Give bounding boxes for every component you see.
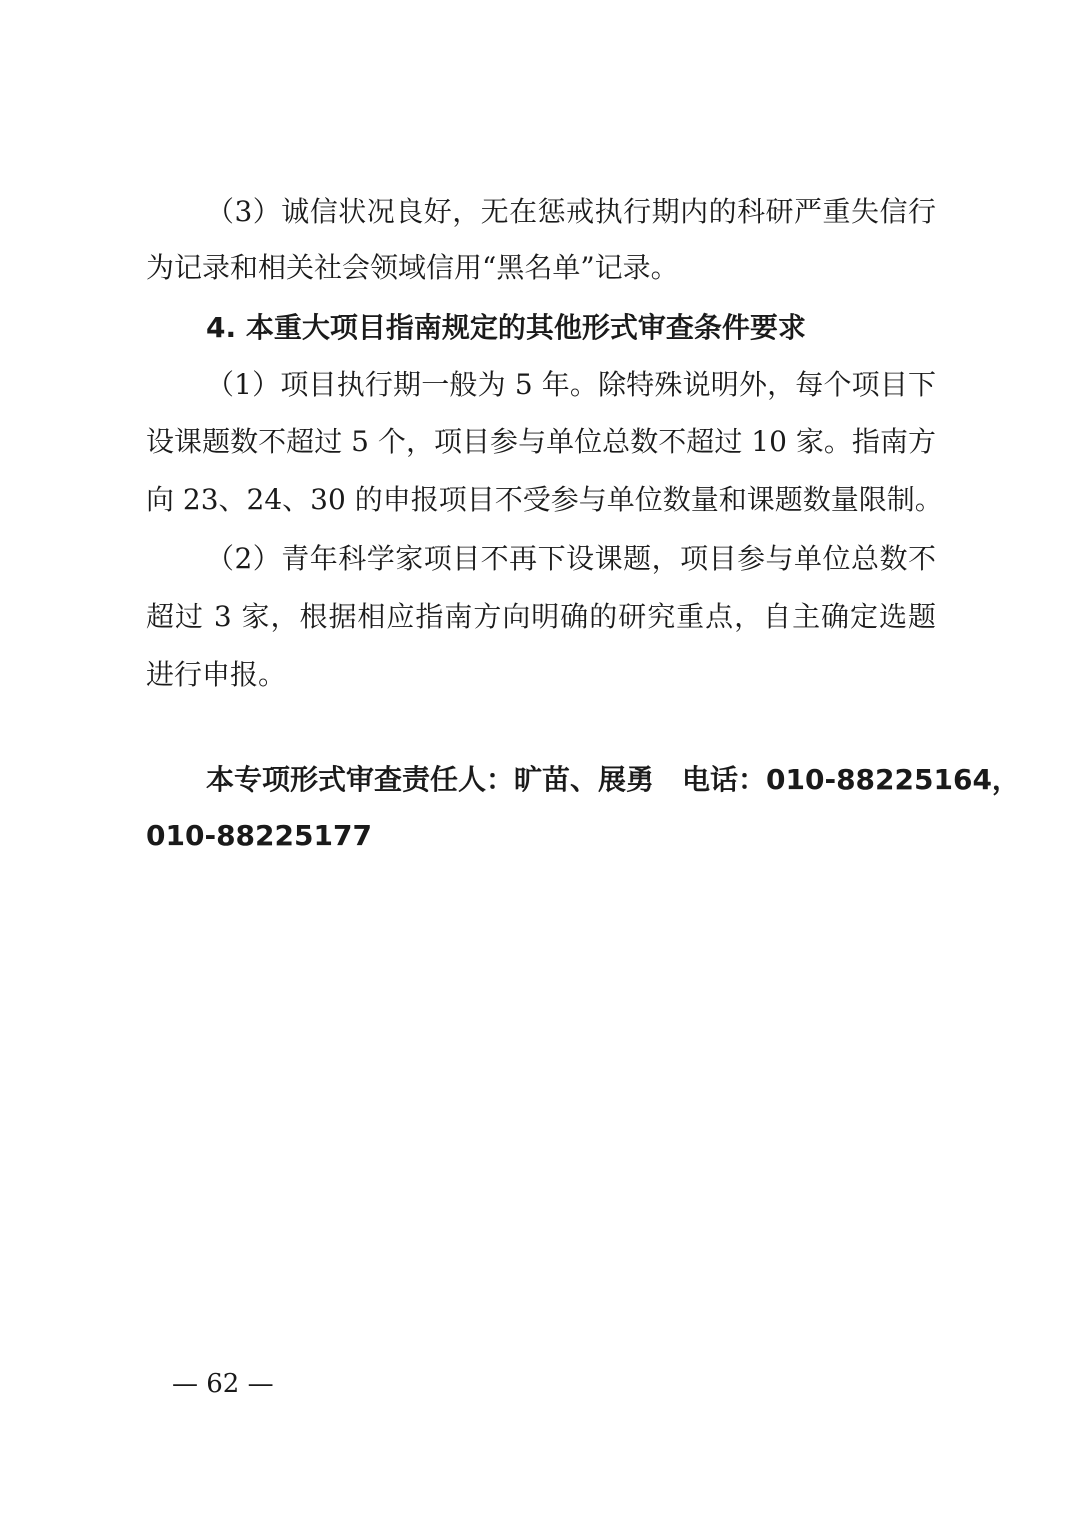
contact-line-2: 010-88225177 (146, 819, 372, 852)
contact-line-1: 本专项形式审查责任人：旷苗、展勇 电话：010-88225164， (206, 763, 1020, 796)
paragraph-2-line-3: 进行申报。 (146, 658, 287, 691)
paragraph-1-line-3: 向 23、24、30 的申报项目不受参与单位数量和课题数量限制。 (146, 483, 943, 516)
paragraph-1-line-1: （1）项目执行期一般为 5 年。除特殊说明外，每个项目下 (206, 368, 936, 401)
section-heading-4: 4. 本重大项目指南规定的其他形式审查条件要求 (206, 311, 806, 344)
paragraph-3-line-1: （3）诚信状况良好，无在惩戒执行期内的科研严重失信行 (206, 195, 936, 228)
paragraph-3-line-2: 为记录和相关社会领域信用“黑名单”记录。 (146, 251, 679, 284)
paragraph-1-line-2: 设课题数不超过 5 个，项目参与单位总数不超过 10 家。指南方 (146, 425, 936, 458)
paragraph-2-line-1: （2）青年科学家项目不再下设课题，项目参与单位总数不 (206, 542, 936, 575)
paragraph-2-line-2: 超过 3 家，根据相应指南方向明确的研究重点，自主确定选题 (146, 600, 936, 633)
page-number: — 62 — (172, 1369, 274, 1399)
